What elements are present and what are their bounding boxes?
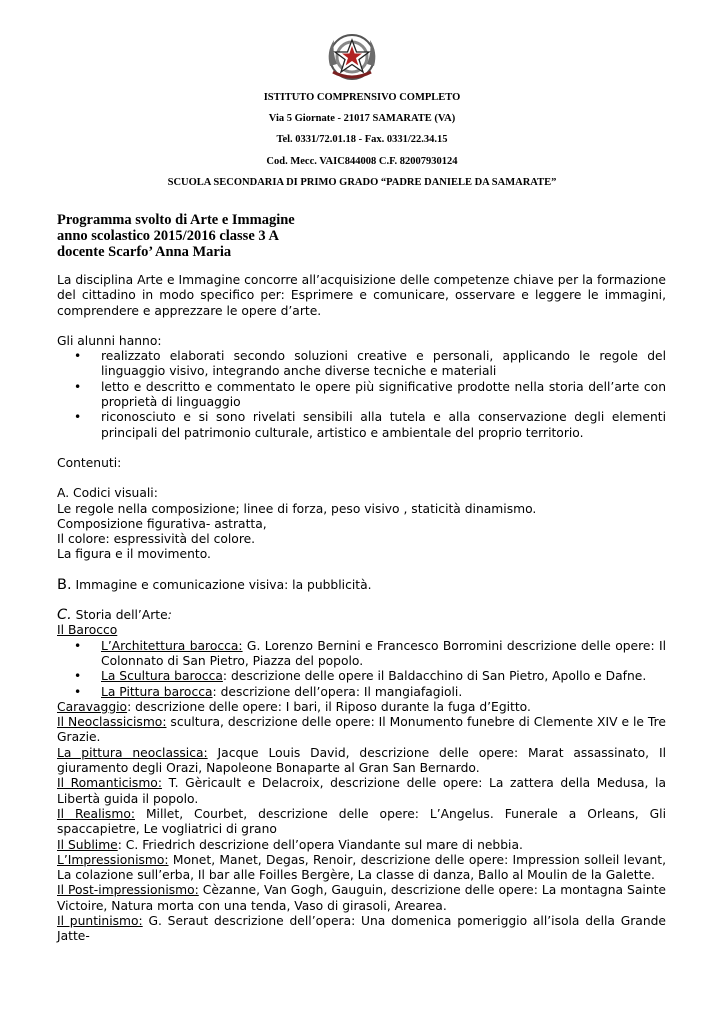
students-heading: Gli alunni hanno: [57, 333, 162, 348]
section-a-line: La figura e il movimento. [57, 547, 211, 562]
school-address: Via 5 Giornate - 21017 SAMARATE (VA) [268, 113, 456, 124]
intro-paragraph: La disciplina Arte e Immagine concorre all’acquisizione delle competenze chiave per la formazione del cittadino in modo specifico per: Esprimere e comunicare, osservare e leggere le immagini, comprendere e apprezzare le opere d’arte. [57, 273, 666, 318]
school-codes: Cod. Mecc. VAIC844008 C.F. 82007930124 [266, 156, 458, 167]
school-year-class: anno scolastico 2015/2016 classe 3 A [57, 228, 279, 244]
list-item: • La Scultura barocca: descrizione delle opere il Baldacchino di San Pietro, Apollo e Dafne. [74, 669, 647, 684]
bullet-icon: • [74, 379, 82, 394]
bullet-icon: • [74, 669, 82, 684]
school-phone: Tel. 0331/72.01.18 - Fax. 0331/22.34.15 [276, 134, 448, 145]
list-item: • letto e descritto e commentato le opere più significative prodotte nella storia dell’arte con proprietà di linguaggio [74, 379, 666, 410]
secondary-school-name: SCUOLA SECONDARIA DI PRIMO GRADO “PADRE DANIELE DA SAMARATE” [167, 177, 557, 188]
art-movement-item: Il Realismo: Millet, Courbet, descrizione delle opere: L’Angelus. Funerale a Orleans, Gli spaccapietre, Le vogliatrici di grano [57, 806, 666, 837]
contents-heading: Contenuti: [57, 455, 122, 470]
art-movement-item: Caravaggio: descrizione delle opere: I bari, il Riposo durante la fuga d’Egitto. [57, 699, 531, 714]
bullet-icon: • [74, 349, 82, 364]
barocco-heading: Il Barocco [57, 623, 118, 638]
art-movement-item: Il Post-impressionismo: Cèzanne, Van Gogh, Gauguin, descrizione delle opere: La montagna Sainte Victoire, Natura morta con una tenda, Vaso di girasoli, Arearea. [57, 883, 666, 913]
section-a-line: Il colore: espressività del colore. [57, 532, 256, 547]
section-c: C. Storia dell’Arte: [57, 607, 172, 624]
section-b: B. Immagine e comunicazione visiva: la pubblicità. [57, 576, 372, 593]
art-movement-item: Il puntinismo: G. Seraut descrizione dell’opera: Una domenica pomeriggio all’isola della Grande Jatte- [57, 913, 666, 944]
art-movement-item: L’Impressionismo: Monet, Manet, Degas, Renoir, descrizione delle opere: Impression solleil levant, La colazione sull’erba, Il bar alle Foilles Bergère, La classe di danza, Ballo al Moulin de la Galette. [57, 852, 666, 883]
bullet-icon: • [74, 410, 82, 425]
document-body [57, 273, 666, 945]
list-item: • realizzato elaborati secondo soluzioni creative e personali, applicando le regole del linguaggio visivo, integrando anche diverse tecniche e materiali [74, 349, 666, 379]
section-a-title: A. Codici visuali: [57, 486, 158, 501]
bullet-icon: • [74, 638, 82, 653]
school-name: ISTITUTO COMPRENSIVO COMPLETO [263, 92, 461, 103]
art-movement-item: La pittura neoclassica: Jacque Louis David, descrizione delle opere: Marat assassinato, Il giuramento degli Orazi, Napoleone Bonaparte al Gran San Bernardo. [57, 745, 666, 776]
teacher-name: docente Scarfo’ Anna Maria [57, 244, 232, 260]
art-movement-item: Il Romanticismo: T. Gèricault e Delacroix, descrizione delle opere: La zattera della Medusa, la Libertà guida il popolo. [57, 776, 666, 806]
bullet-icon: • [74, 684, 82, 699]
document-title: Programma svolto di Arte e Immagine [57, 212, 295, 228]
list-item: • L’Architettura barocca: G. Lorenzo Bernini e Francesco Borromini descrizione delle opere: Il Colonnato di San Pietro, Piazza del popolo. [74, 638, 666, 668]
section-a-line: Le regole nella composizione; linee di forza, peso visivo , staticità dinamismo. [57, 501, 537, 516]
republic-emblem-icon [322, 26, 382, 86]
list-item: • La Pittura barocca: descrizione dell’opera: Il mangiafagioli. [74, 684, 463, 699]
section-a-line: Composizione figurativa- astratta, [57, 516, 267, 531]
art-movement-item: Il Neoclassicismo: scultura, descrizione delle opere: Il Monumento funebre di Clemente XIV e le Tre Grazie. [57, 715, 666, 745]
list-item: • riconosciuto e si sono rivelati sensibili alla tutela e alla conservazione degli elementi principali del patrimonio culturale, artistico e ambientale del proprio territorio. [74, 410, 666, 440]
art-movement-item: Il Sublime: C. Friedrich descrizione dell’opera Viandante sul mare di nebbia. [57, 837, 523, 852]
